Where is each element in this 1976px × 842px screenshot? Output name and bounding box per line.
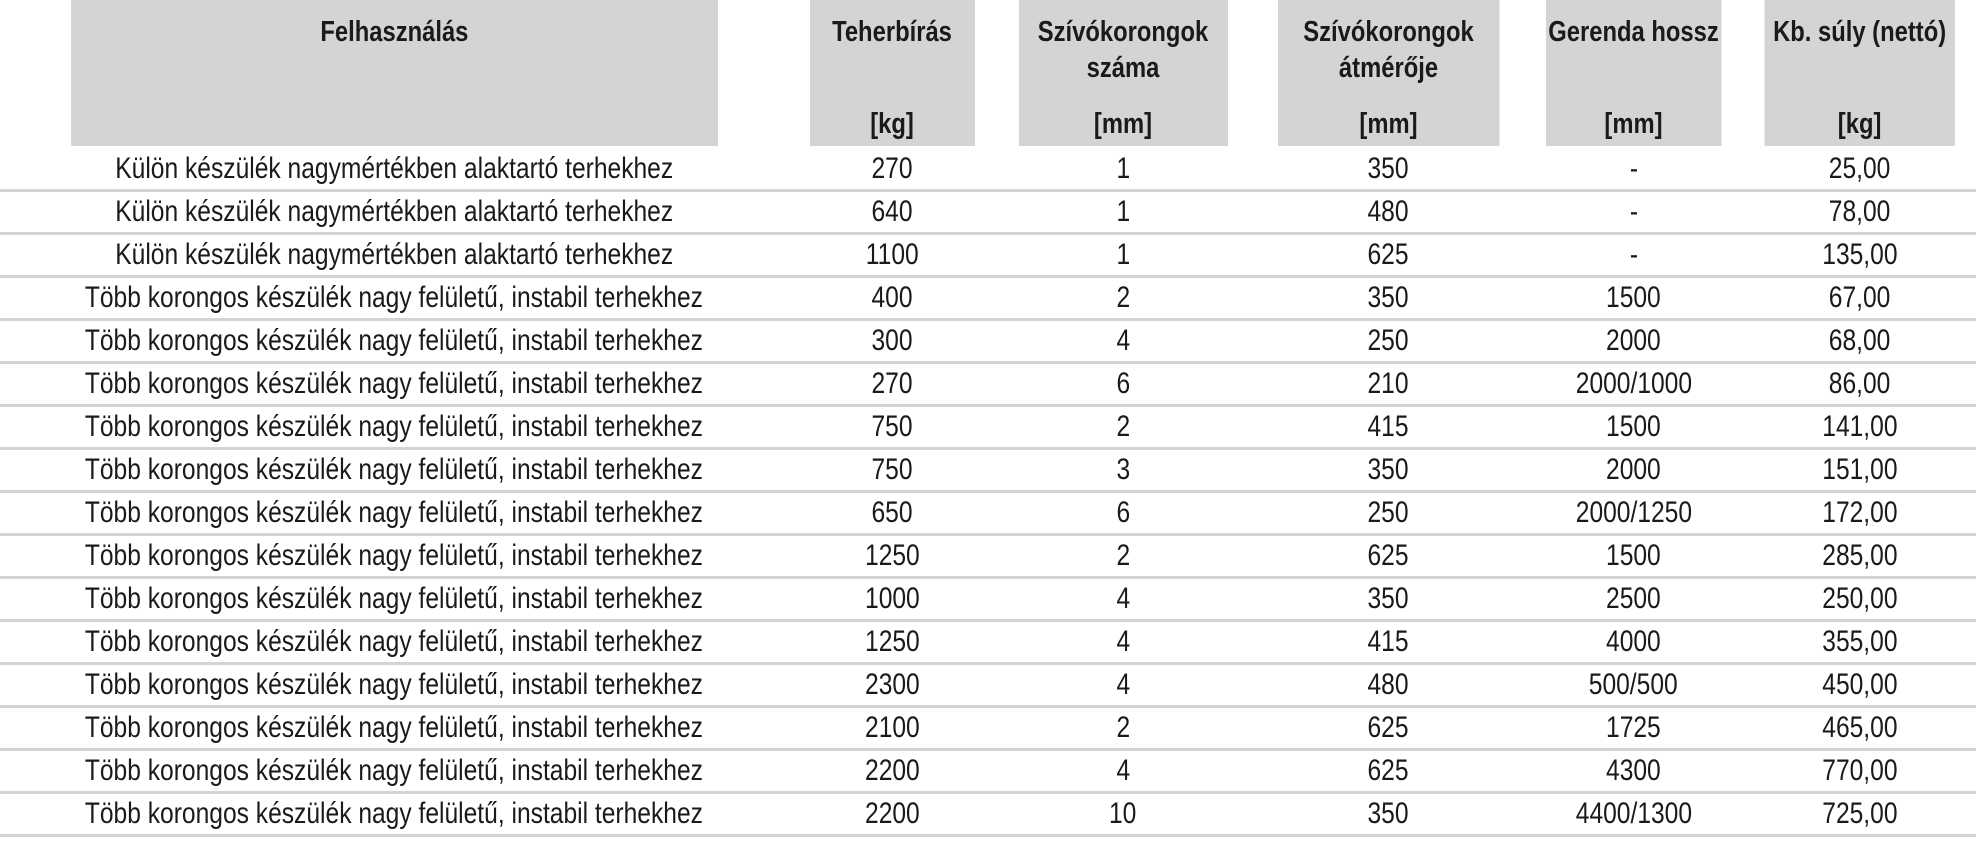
cell-pad-count (994, 793, 1252, 836)
table-row (0, 793, 1976, 836)
cell-usage (0, 449, 790, 492)
cell-usage (0, 363, 790, 406)
cell-usage-text: Külön készülék nagymértékben alaktartó terhekhez (115, 195, 674, 228)
cell-load-capacity (790, 750, 994, 793)
cell-usage (0, 750, 790, 793)
cell-pad-diameter-text: 625 (1367, 754, 1410, 787)
cell-beam-length-text: 2000/1250 (1575, 496, 1692, 529)
table-row (0, 148, 1976, 191)
cell-pad-diameter (1252, 793, 1525, 836)
table-row (0, 320, 1976, 363)
cell-net-weight (1742, 191, 1976, 234)
cell-pad-diameter-text: 625 (1367, 711, 1410, 744)
cell-beam-length (1525, 449, 1742, 492)
cell-pad-count-text: 4 (1116, 668, 1130, 701)
cell-usage (0, 578, 790, 621)
cell-beam-length (1525, 320, 1742, 363)
cell-net-weight-text: 135,00 (1822, 238, 1898, 271)
cell-beam-length (1525, 363, 1742, 406)
cell-load-capacity (790, 492, 994, 535)
cell-pad-diameter (1252, 492, 1525, 535)
cell-usage-text: Több korongos készülék nagy felületű, instabil terhekhez (85, 582, 704, 615)
cell-load-capacity-text: 640 (871, 195, 913, 228)
cell-load-capacity-text: 270 (871, 152, 913, 185)
cell-beam-length-text: - (1629, 195, 1638, 228)
cell-net-weight-text: 151,00 (1822, 453, 1898, 486)
cell-net-weight-text: 450,00 (1822, 668, 1898, 701)
cell-load-capacity (790, 793, 994, 836)
cell-pad-diameter-text: 210 (1367, 367, 1410, 400)
cell-net-weight (1742, 492, 1976, 535)
cell-pad-diameter-text: 625 (1367, 238, 1410, 271)
cell-net-weight (1742, 535, 1976, 578)
header-load-capacity (808, 0, 975, 148)
header-usage (71, 0, 719, 148)
cell-pad-count-text: 6 (1116, 496, 1130, 529)
cell-usage (0, 664, 790, 707)
cell-pad-diameter (1252, 406, 1525, 449)
cell-pad-count (994, 492, 1252, 535)
cell-net-weight-text: 250,00 (1822, 582, 1898, 615)
cell-pad-count-text: 2 (1116, 281, 1130, 314)
header-pad-diameter-unit: [mm] (1359, 108, 1418, 140)
cell-pad-count (994, 148, 1252, 191)
cell-pad-count-text: 4 (1116, 754, 1130, 787)
cell-load-capacity-text: 270 (871, 367, 913, 400)
cell-usage-text: Külön készülék nagymértékben alaktartó terhekhez (115, 238, 674, 271)
cell-load-capacity-text: 2200 (864, 754, 920, 787)
cell-beam-length-text: 2000 (1606, 453, 1661, 486)
cell-load-capacity (790, 191, 994, 234)
cell-beam-length-text: 2000/1000 (1575, 367, 1692, 400)
cell-load-capacity-text: 1250 (864, 625, 920, 658)
cell-pad-count (994, 664, 1252, 707)
cell-net-weight (1742, 578, 1976, 621)
cell-load-capacity (790, 621, 994, 664)
cell-net-weight (1742, 320, 1976, 363)
cell-pad-count (994, 578, 1252, 621)
cell-beam-length-text: 4400/1300 (1575, 797, 1692, 830)
cell-pad-diameter-text: 350 (1367, 453, 1410, 486)
cell-beam-length-text: 4300 (1606, 754, 1661, 787)
table-row (0, 363, 1976, 406)
cell-load-capacity-text: 2200 (864, 797, 920, 830)
cell-usage-text: Több korongos készülék nagy felületű, instabil terhekhez (85, 367, 704, 400)
cell-beam-length-text: 2000 (1606, 324, 1661, 357)
cell-pad-count (994, 449, 1252, 492)
cell-pad-count (994, 277, 1252, 320)
cell-usage (0, 277, 790, 320)
cell-usage-text: Több korongos készülék nagy felületű, instabil terhekhez (85, 625, 704, 658)
table-row (0, 406, 1976, 449)
cell-pad-count-text: 1 (1116, 152, 1130, 185)
cell-net-weight-text: 68,00 (1828, 324, 1891, 357)
cell-beam-length (1525, 492, 1742, 535)
cell-pad-count (994, 234, 1252, 277)
cell-net-weight-text: 770,00 (1822, 754, 1898, 787)
cell-pad-count-text: 3 (1116, 453, 1130, 486)
cell-pad-diameter (1252, 578, 1525, 621)
cell-usage (0, 234, 790, 277)
cell-beam-length (1525, 191, 1742, 234)
cell-net-weight (1742, 406, 1976, 449)
table-row (0, 277, 1976, 320)
cell-net-weight (1742, 148, 1976, 191)
table-row (0, 191, 1976, 234)
cell-load-capacity-text: 300 (871, 324, 913, 357)
cell-pad-diameter (1252, 363, 1525, 406)
header-pad-diameter (1277, 0, 1501, 148)
cell-beam-length (1525, 234, 1742, 277)
cell-load-capacity (790, 363, 994, 406)
cell-beam-length (1525, 406, 1742, 449)
cell-pad-count-text: 10 (1109, 797, 1137, 830)
header-pad-diameter-name: Szívókorongok átmérője (1303, 16, 1474, 84)
header-beam-length-name: Gerenda hossz (1548, 16, 1719, 48)
cell-net-weight (1742, 750, 1976, 793)
cell-pad-diameter-text: 250 (1367, 324, 1410, 357)
cell-pad-diameter-text: 350 (1367, 281, 1410, 314)
header-pad-count-unit: [mm] (1093, 108, 1153, 140)
cell-load-capacity (790, 320, 994, 363)
cell-beam-length-text: - (1629, 238, 1638, 271)
cell-pad-diameter (1252, 148, 1525, 191)
cell-load-capacity (790, 148, 994, 191)
cell-load-capacity-text: 1000 (864, 582, 920, 615)
cell-load-capacity (790, 449, 994, 492)
cell-pad-diameter-text: 350 (1367, 152, 1410, 185)
cell-load-capacity (790, 535, 994, 578)
cell-usage (0, 707, 790, 750)
cell-net-weight-text: 67,00 (1828, 281, 1891, 314)
cell-pad-count-text: 2 (1116, 539, 1130, 572)
cell-pad-diameter (1252, 320, 1525, 363)
cell-pad-diameter (1252, 664, 1525, 707)
cell-load-capacity (790, 707, 994, 750)
cell-pad-count-text: 2 (1116, 410, 1130, 443)
cell-beam-length-text: 1500 (1606, 410, 1661, 443)
cell-usage-text: Több korongos készülék nagy felületű, instabil terhekhez (85, 410, 704, 443)
cell-pad-diameter-text: 625 (1367, 539, 1410, 572)
cell-net-weight-text: 86,00 (1828, 367, 1891, 400)
cell-pad-diameter-text: 480 (1367, 668, 1410, 701)
cell-load-capacity (790, 406, 994, 449)
cell-net-weight (1742, 363, 1976, 406)
cell-load-capacity-text: 1100 (865, 238, 919, 271)
cell-beam-length-text: 4000 (1606, 625, 1661, 658)
cell-net-weight-text: 355,00 (1822, 625, 1898, 658)
cell-pad-diameter-text: 480 (1367, 195, 1410, 228)
cell-usage (0, 621, 790, 664)
cell-pad-count-text: 1 (1116, 238, 1130, 271)
cell-pad-diameter-text: 250 (1367, 496, 1410, 529)
cell-usage-text: Több korongos készülék nagy felületű, instabil terhekhez (85, 668, 704, 701)
cell-load-capacity-text: 650 (871, 496, 913, 529)
cell-pad-diameter (1252, 277, 1525, 320)
cell-pad-count (994, 750, 1252, 793)
cell-load-capacity-text: 750 (871, 410, 913, 443)
cell-net-weight-text: 141,00 (1822, 410, 1898, 443)
cell-net-weight (1742, 664, 1976, 707)
cell-net-weight (1742, 277, 1976, 320)
header-beam-length-unit: [mm] (1604, 108, 1663, 140)
cell-pad-count-text: 4 (1116, 324, 1130, 357)
cell-usage-text: Több korongos készülék nagy felületű, instabil terhekhez (85, 711, 704, 744)
table-row (0, 750, 1976, 793)
cell-beam-length (1525, 621, 1742, 664)
cell-net-weight (1742, 793, 1976, 836)
cell-pad-count (994, 621, 1252, 664)
cell-load-capacity-text: 750 (871, 453, 913, 486)
header-load-capacity-name: Teherbírás (832, 16, 952, 48)
table-row (0, 664, 1976, 707)
header-pad-count-name: Szívókorongok száma (1037, 16, 1209, 84)
cell-pad-diameter (1252, 234, 1525, 277)
header-load-capacity-unit: [kg] (870, 108, 914, 140)
cell-pad-diameter (1252, 621, 1525, 664)
cell-usage (0, 148, 790, 191)
cell-pad-diameter-text: 350 (1367, 797, 1410, 830)
cell-pad-count-text: 4 (1116, 625, 1130, 658)
header-usage-name: Felhasználás (320, 16, 469, 48)
cell-pad-diameter-text: 415 (1367, 625, 1410, 658)
cell-pad-count (994, 363, 1252, 406)
cell-net-weight-text: 725,00 (1822, 797, 1898, 830)
cell-pad-diameter (1252, 449, 1525, 492)
cell-load-capacity-text: 2300 (864, 668, 920, 701)
cell-net-weight-text: 285,00 (1822, 539, 1898, 572)
header-net-weight-name: Kb. súly (nettó) (1773, 16, 1947, 48)
cell-load-capacity-text: 2100 (864, 711, 920, 744)
table-row (0, 535, 1976, 578)
cell-pad-diameter (1252, 707, 1525, 750)
table-row (0, 707, 1976, 750)
cell-net-weight-text: 465,00 (1822, 711, 1898, 744)
cell-pad-count-text: 4 (1116, 582, 1130, 615)
cell-net-weight (1742, 707, 1976, 750)
header-net-weight-unit: [kg] (1837, 108, 1882, 140)
table-row (0, 621, 1976, 664)
cell-beam-length (1525, 707, 1742, 750)
cell-load-capacity (790, 664, 994, 707)
cell-net-weight (1742, 234, 1976, 277)
cell-pad-count-text: 2 (1116, 711, 1130, 744)
cell-usage (0, 793, 790, 836)
cell-beam-length-text: 1500 (1606, 281, 1661, 314)
cell-usage (0, 320, 790, 363)
cell-pad-diameter (1252, 750, 1525, 793)
cell-usage (0, 535, 790, 578)
cell-net-weight-text: 172,00 (1822, 496, 1898, 529)
cell-beam-length (1525, 535, 1742, 578)
cell-usage-text: Több korongos készülék nagy felületű, instabil terhekhez (85, 539, 704, 572)
cell-beam-length (1525, 664, 1742, 707)
table-row (0, 449, 1976, 492)
cell-pad-count (994, 707, 1252, 750)
header-pad-count (1017, 0, 1229, 148)
cell-load-capacity (790, 578, 994, 621)
cell-net-weight (1742, 621, 1976, 664)
cell-pad-diameter-text: 415 (1367, 410, 1410, 443)
cell-usage-text: Több korongos készülék nagy felületű, instabil terhekhez (85, 453, 704, 486)
header-net-weight (1763, 0, 1955, 148)
cell-usage-text: Több korongos készülék nagy felületű, instabil terhekhez (85, 754, 704, 787)
header-row (0, 0, 1976, 148)
cell-usage-text: Külön készülék nagymértékben alaktartó terhekhez (115, 152, 674, 185)
cell-beam-length (1525, 277, 1742, 320)
header-beam-length (1545, 0, 1723, 148)
cell-beam-length-text: - (1629, 152, 1638, 185)
cell-usage (0, 191, 790, 234)
cell-pad-count-text: 1 (1116, 195, 1130, 228)
cell-usage (0, 406, 790, 449)
cell-load-capacity-text: 1250 (864, 539, 920, 572)
cell-pad-diameter (1252, 535, 1525, 578)
cell-usage-text: Több korongos készülék nagy felületű, instabil terhekhez (85, 797, 704, 830)
table-row (0, 492, 1976, 535)
cell-pad-diameter-text: 350 (1367, 582, 1410, 615)
cell-pad-count (994, 191, 1252, 234)
cell-pad-count (994, 406, 1252, 449)
cell-net-weight-text: 78,00 (1828, 195, 1891, 228)
cell-beam-length-text: 1725 (1606, 711, 1661, 744)
table-row (0, 578, 1976, 621)
cell-load-capacity (790, 277, 994, 320)
cell-pad-count (994, 320, 1252, 363)
cell-beam-length (1525, 750, 1742, 793)
cell-load-capacity (790, 234, 994, 277)
table-body (0, 148, 1976, 836)
cell-beam-length (1525, 578, 1742, 621)
table-header (0, 0, 1976, 148)
cell-pad-diameter (1252, 191, 1525, 234)
cell-net-weight (1742, 449, 1976, 492)
cell-beam-length-text: 2500 (1606, 582, 1661, 615)
cell-usage-text: Több korongos készülék nagy felületű, instabil terhekhez (85, 496, 704, 529)
cell-usage-text: Több korongos készülék nagy felületű, instabil terhekhez (85, 281, 704, 314)
cell-usage-text: Több korongos készülék nagy felületű, instabil terhekhez (85, 324, 704, 357)
cell-beam-length-text: 500/500 (1589, 668, 1678, 701)
cell-pad-count-text: 6 (1116, 367, 1130, 400)
cell-beam-length (1525, 148, 1742, 191)
cell-usage (0, 492, 790, 535)
table-row (0, 234, 1976, 277)
cell-beam-length-text: 1500 (1606, 539, 1661, 572)
cell-net-weight-text: 25,00 (1828, 152, 1891, 185)
cell-beam-length (1525, 793, 1742, 836)
cell-load-capacity-text: 400 (871, 281, 913, 314)
cell-pad-count (994, 535, 1252, 578)
